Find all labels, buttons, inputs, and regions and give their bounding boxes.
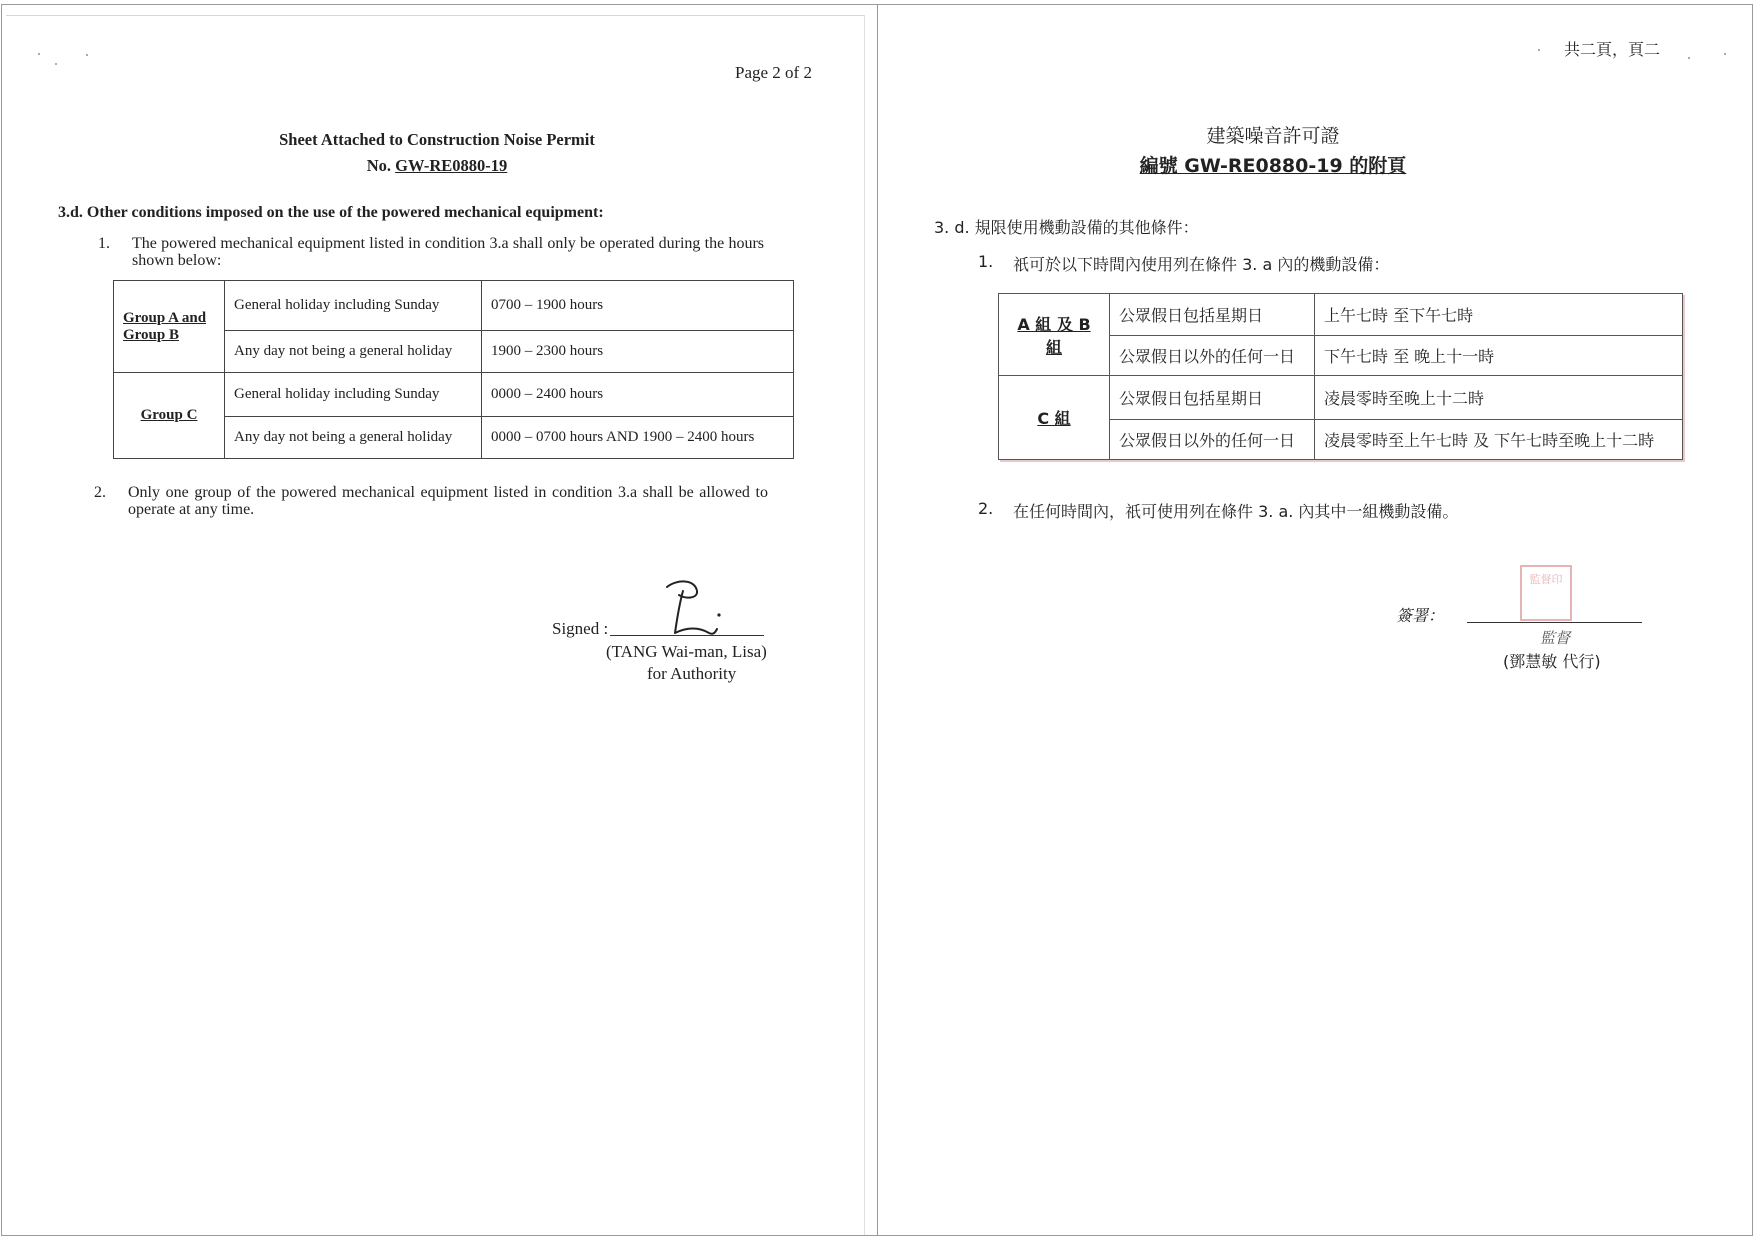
group-ab-cell: Group A and Group B <box>114 281 225 373</box>
signed-label: Signed : <box>552 619 609 638</box>
hours-cell: 0700 – 1900 hours <box>482 281 794 331</box>
hours-cell: 凌晨零時至上午七時 及 下午七時至晚上十二時 <box>1315 420 1683 460</box>
table-row <box>999 376 1683 420</box>
hours-cell: 0000 – 0700 hours AND 1900 – 2400 hours <box>482 417 794 459</box>
hours-cell: 0000 – 2400 hours <box>482 373 794 417</box>
table-row <box>999 294 1683 336</box>
item2-text: 在任何時間內，祇可使用列在條件 3. a. 內其中一組機動設備。 <box>1013 502 1459 521</box>
hours-cell: 凌晨零時至晚上十二時 <box>1315 376 1683 420</box>
title-line1: 建築噪音許可證 <box>1206 125 1340 147</box>
item1-number: 1. <box>978 252 994 271</box>
day-cell: Any day not being a general holiday <box>225 417 482 459</box>
permit-number: GW-RE0880-19 <box>395 156 508 175</box>
supervisor-label: 監督 <box>1540 629 1571 647</box>
group-ab-cell: A 組 及 B 組 <box>999 294 1110 376</box>
operating-hours-table <box>998 293 1683 460</box>
group-c-cell: Group C <box>114 373 225 459</box>
page-number: 共二頁，頁二 <box>1564 40 1661 59</box>
day-cell: 公眾假日以外的任何一日 <box>1110 420 1315 460</box>
handwritten-signature <box>657 577 737 639</box>
signed-label: 簽署： <box>1396 606 1445 625</box>
hours-cell: 上午七時 至下午七時 <box>1315 294 1683 336</box>
operating-hours-table <box>113 280 794 459</box>
document-title <box>2 130 872 176</box>
for-authority: for Authority <box>647 664 737 683</box>
item1-text: The powered mechanical equipment listed in condition 3.a shall only be operated during the hours shown below: <box>132 235 764 269</box>
item2-text: Only one group of the powered mechanical equipment listed in condition 3.a shall be allowed to operate at any time. <box>128 484 768 518</box>
chinese-page <box>877 4 1753 1236</box>
day-cell: 公眾假日包括星期日 <box>1110 376 1315 420</box>
english-page <box>1 4 878 1236</box>
hours-cell: 下午七時 至 晚上十一時 <box>1315 336 1683 376</box>
day-cell: Any day not being a general holiday <box>225 331 482 373</box>
item2-number: 2. <box>978 499 994 518</box>
signatory-name: (鄧慧敏 代行) <box>1503 652 1601 671</box>
item1-text: 祇可於以下時間內使用列在條件 3. a 內的機動設備： <box>1013 255 1390 274</box>
section-heading: 3.d. Other conditions imposed on the use of the powered mechanical equipment: <box>58 204 604 221</box>
table-row <box>114 373 794 417</box>
day-cell: General holiday including Sunday <box>225 281 482 331</box>
section-heading: 3. d. 規限使用機動設備的其他條件： <box>934 218 1199 237</box>
item1-number: 1. <box>98 235 110 252</box>
official-seal: 監督印 <box>1520 565 1572 621</box>
permit-no-prefix: No. <box>366 156 396 175</box>
signatory-name: (TANG Wai-man, Lisa) <box>606 642 767 661</box>
title-line1: Sheet Attached to Construction Noise Permit <box>279 130 595 149</box>
day-cell: General holiday including Sunday <box>225 373 482 417</box>
signature-line <box>1467 622 1642 623</box>
title-line2: 編號 GW-RE0880-19 的附頁 <box>1139 155 1407 177</box>
permit-number-line <box>2 156 872 176</box>
hours-cell: 1900 – 2300 hours <box>482 331 794 373</box>
day-cell: 公眾假日包括星期日 <box>1110 294 1315 336</box>
item2-number: 2. <box>94 484 106 501</box>
table-row <box>114 281 794 331</box>
group-c-cell: C 組 <box>999 376 1110 460</box>
day-cell: 公眾假日以外的任何一日 <box>1110 336 1315 376</box>
page-number: Page 2 of 2 <box>735 63 812 82</box>
document-title <box>878 121 1668 178</box>
